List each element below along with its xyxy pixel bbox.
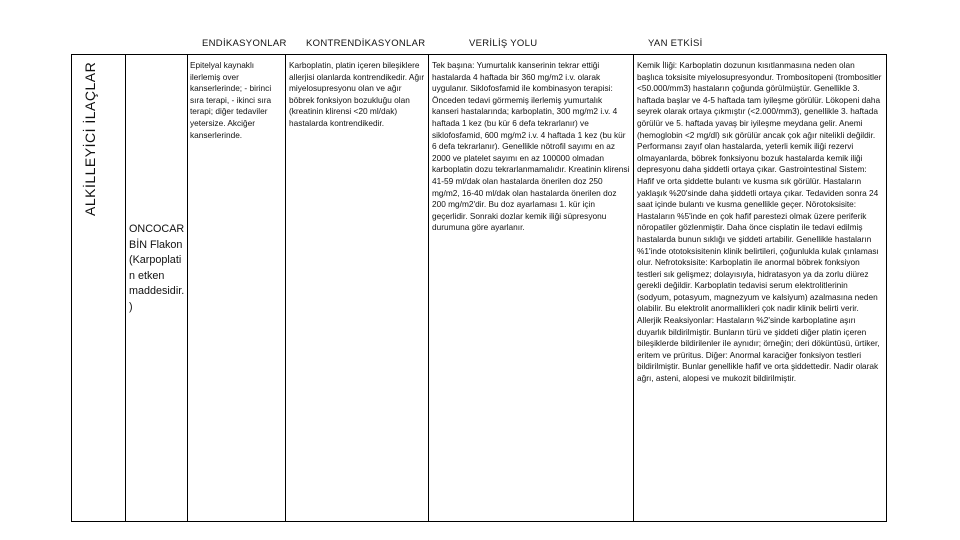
header-side-effects: YAN ETKİSİ bbox=[648, 38, 703, 49]
administration-text: Tek başına: Yumurtalık kanserinin tekrar ettiği hastalarda 4 haftada bir 360 mg/m2 i.v. olarak uygulanır. Siklofosfamid ile kombinasyon terapisi: Önceden tedavi görmemiş ilerlemiş yumurtalık kanseri hastalarında; karboplatin, 300 mg/m2 i.v. 4 haftada 1 kez (bu kür 6 defa tekrarlanır) ve siklofosfamid, 600 mg/m2 i.v. 4 haftada 1 kez (bu kür 6 defa tekrarlanır). Genellikle nötrofil sayımı en az 2000 ve platelet sayımı en az 100000 olmadan karboplatin dozu tekrarlanmamalıdır. Kreatinin klirensi 41-59 ml/dak olan hastalarda önerilen doz 250 mg/m2, 16-40 ml/dak olan hastalarda önerilen doz 200 mg/m2'dir. Bu doz ayarlaması 1. kür için geçerlidir. Sonraki dozlar kemik iliği süpresyonu durumuna göre ayarlanır. bbox=[432, 60, 630, 233]
contraindications-text: Karboplatin, platin içeren bileşiklere allerjisi olanlarda kontrendikedir. Ağır miyelosupresyonu olan ve ağır böbrek fonksiyon bozukluğu olan (kreatinin klirensi <20 ml/dak) hastalarda kontrendikedir. bbox=[289, 60, 425, 128]
column-divider bbox=[187, 54, 188, 522]
column-divider bbox=[428, 54, 429, 522]
drug-name: ONCOCARBİN Flakon (Karpoplatin etken maddesidir.) bbox=[129, 223, 185, 313]
category-label: ALKİLLEYİCİ İLAÇLAR bbox=[82, 61, 98, 216]
header-indications: ENDİKASYONLAR bbox=[202, 38, 287, 49]
header-contraindications: KONTRENDİKASYONLAR bbox=[306, 38, 426, 49]
column-divider bbox=[285, 54, 286, 522]
header-administration: VERİLİŞ YOLU bbox=[469, 38, 538, 49]
side-effects-text: Kemik İliği: Karboplatin dozunun kısıtlanmasına neden olan başlıca toksisite miyelosupresyondur. Trombositopeni (trombositler <50.000/mm3) hastaların çoğunda görülmüştür. Genellikle 3. haftada başlar ve 4-5 haftada tam iyileşme görülür. Lökopeni daha seyrek olarak ortaya çıkmıştır (<2.000/mm3), genellikle 3. haftada görülür ve 5. haftada yavaş bir iyileşme meydana gelir. Anemi (hemoglobin <2 mg/dl) sık görülür ancak çok ağır nitelikli değildir. Performansı zayıf olan hastalarda, yeterli kemik iliği rezervi olmayanlarda, böbrek fonksiyonu bozuk hastalarda kemik iliği depresyonu daha şiddetli ortaya çıkar. Gastrointestinal Sistem: Hafif ve orta şiddette bulantı ve kusma sık görülür. Hastaların yaklaşık %20'sinde daha şiddetli ortaya çıkar. Tedaviden sonra 24 saat içinde bulantı ve kusma genellikle geçer. Nörotoksisite: Hastaların %5'inde en çok hafif parestezi olmak üzere periferik nöropatiler gözlenmiştir. Daha önce cisplatin ile tedavi edilmiş hastalarda bunun sıklığı ve şiddeti artabilir. Genellikle hastaların %1'inde ototoksisitenin klinik belirtileri, çoğunlukla kulak çınlaması olur. Nefrotoksisite: Karboplatin ile anormal böbrek fonksiyon testleri sık gelişmez; dolayısıyla, hidratasyon ya da zorlu diürez gerekli değildir. Karboplatin tedavisi serum elektrolitlerinin (sodyum, potasyum, magnezyum ve kalsiyum) azalmasına neden olabilir. Bu elektrolit anormallikleri çok nadir klinik belirti verir. Allerjik Reaksiyonlar: Hastaların %2'sinde karboplatine aşırı duyarlık bildirilmiştir. Bunların türü ve şiddeti diğer platin içeren bileşiklerde bildirilenler ile aynıdır; örneğin; deri döküntüsü, ürtiker, eritem ve prüritus. Diğer: Anormal karaciğer fonksiyon testleri bildirilmiştir. Bunlar genellikle hafif ve orta şiddettedir. Nadir olarak ağrı, asteni, alopesi ve mukozit bildirilmiştir. bbox=[637, 60, 882, 384]
indications-text: Epitelyal kaynaklı ilerlemiş over kanserlerinde; - birinci sıra terapi, - ikinci sıra terapi; diğer tedaviler yetersize. Akciğer kanserlerinde. bbox=[190, 60, 272, 140]
category-cell bbox=[71, 54, 126, 522]
column-divider bbox=[633, 54, 634, 522]
